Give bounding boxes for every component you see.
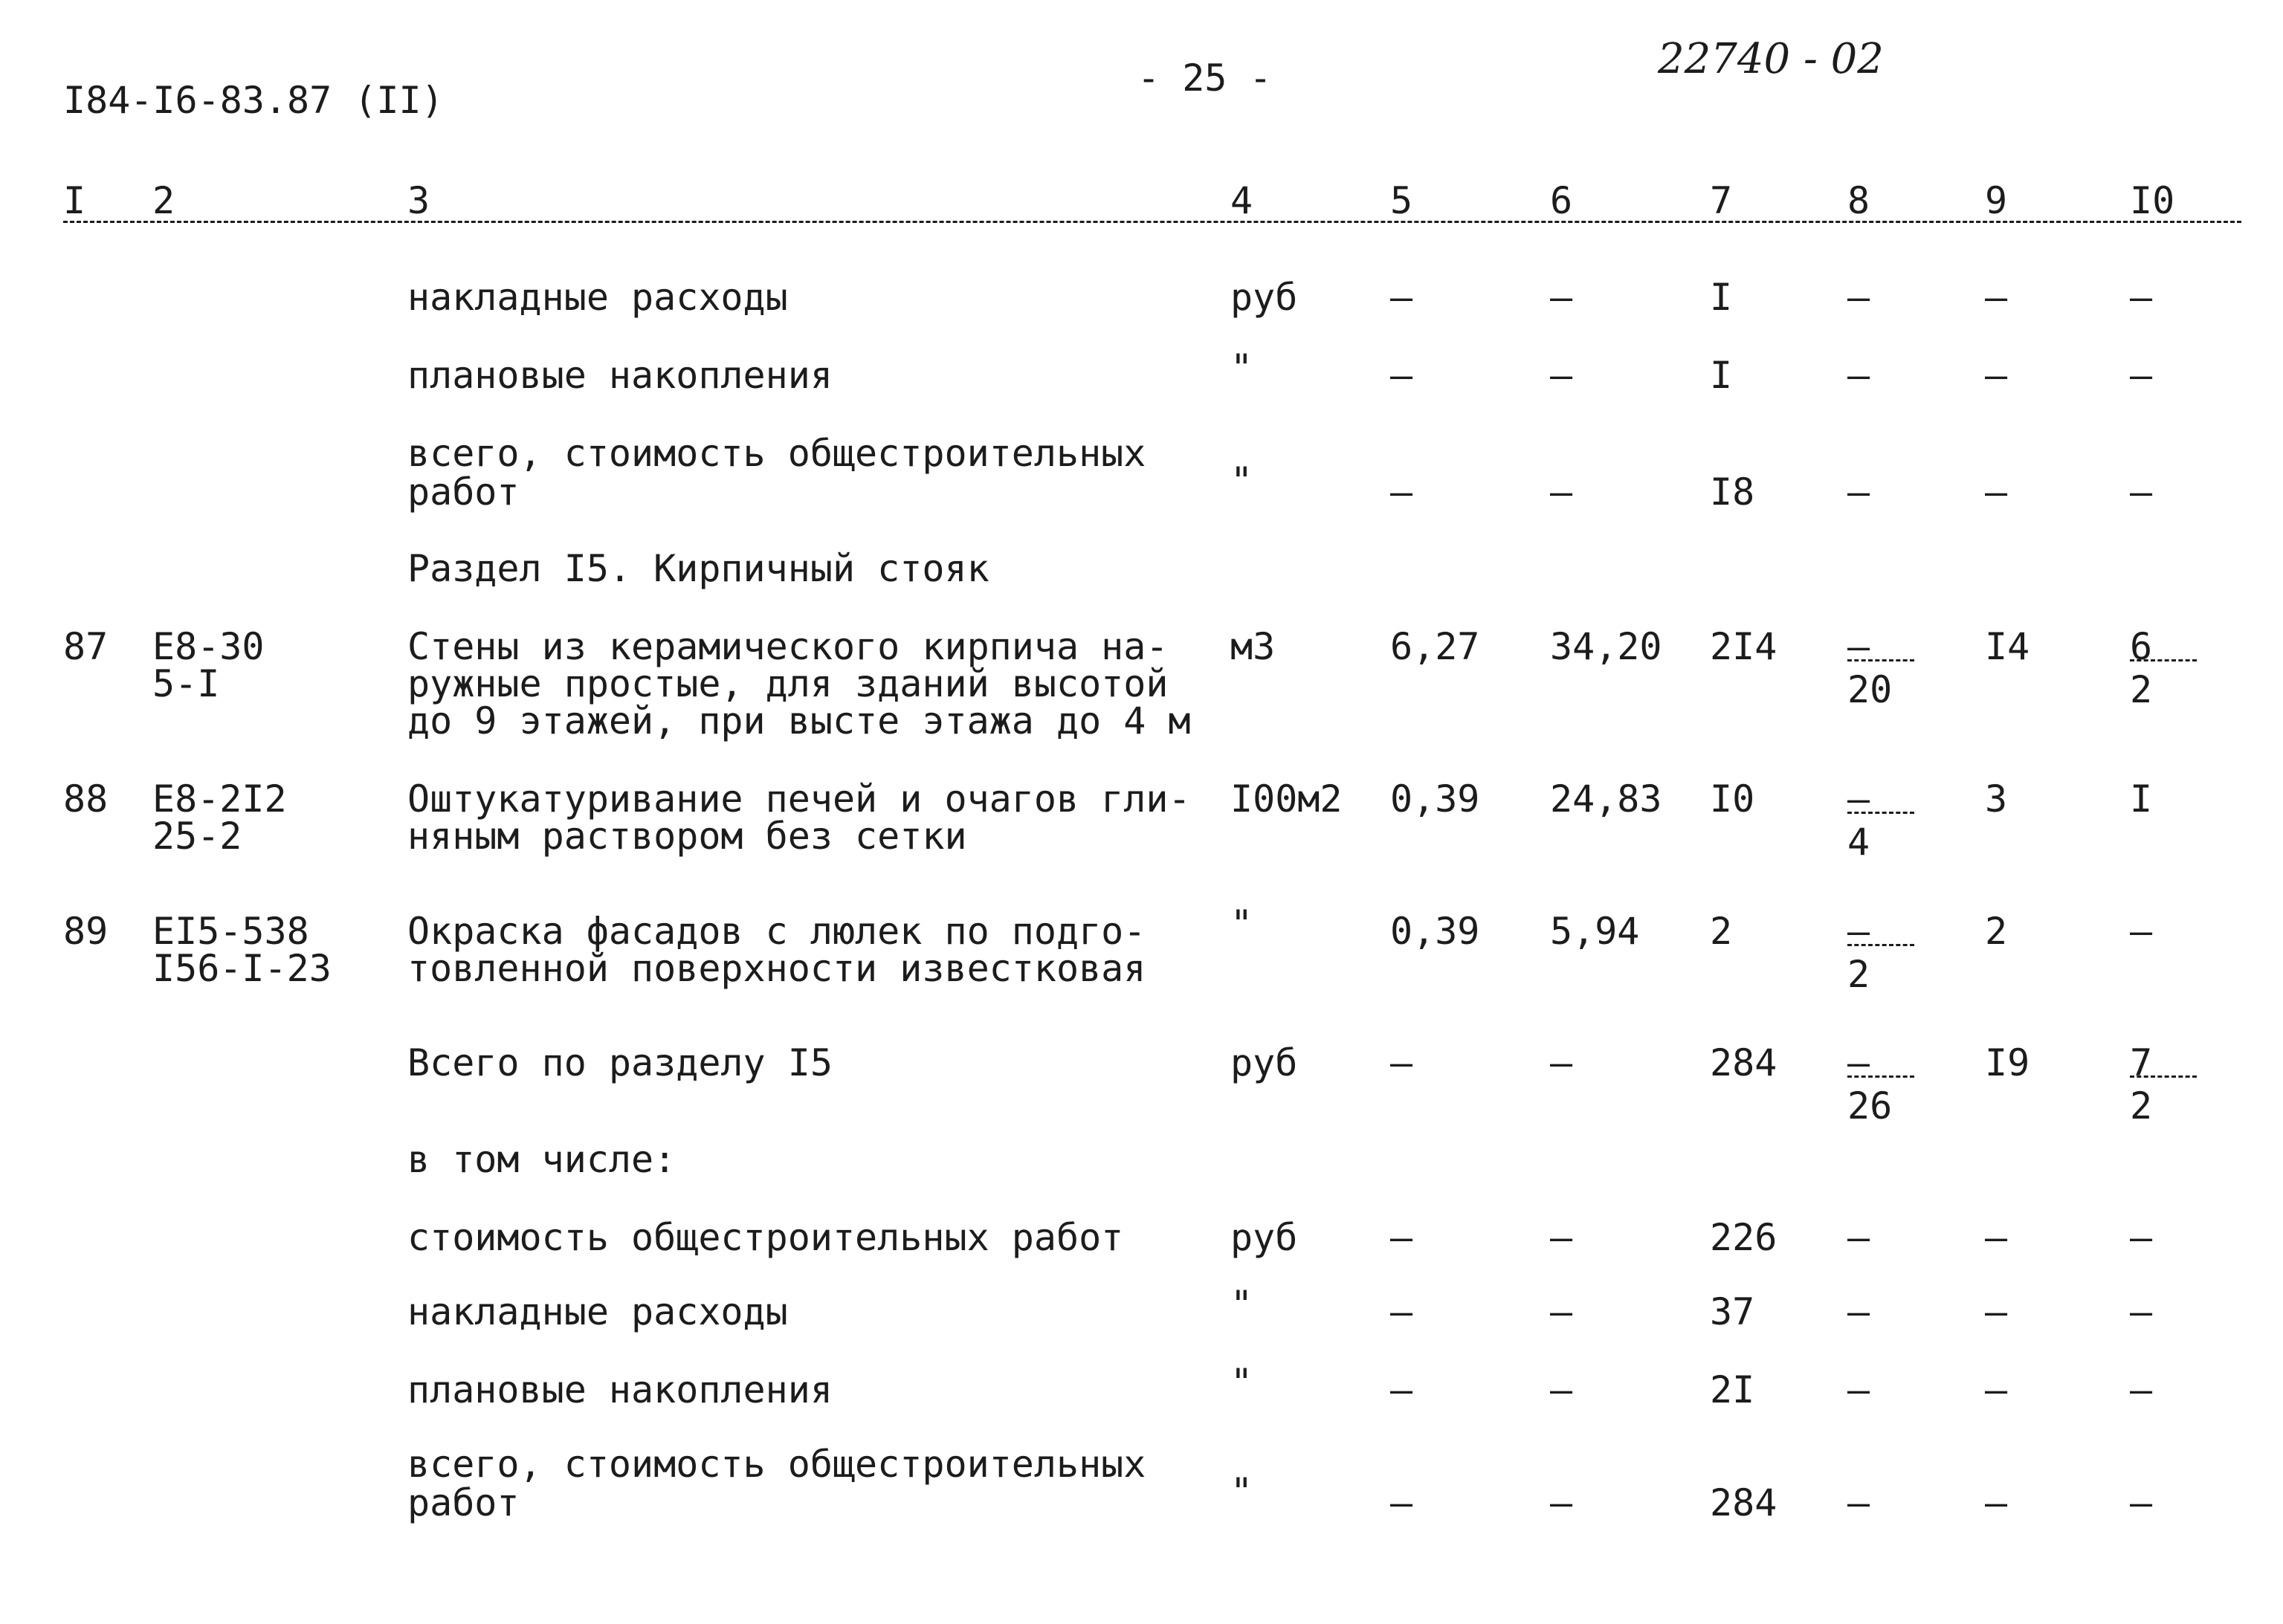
col-number-8: 8: [1847, 179, 1870, 222]
cell-c8: –: [1847, 1368, 1870, 1411]
subtitle: в том числе:: [407, 1138, 676, 1181]
fraction-numerator: 7: [2130, 1044, 2197, 1078]
row-unit: ": [1230, 346, 1253, 389]
col-number-1: I: [63, 179, 86, 222]
cell-c8: –: [1847, 354, 1870, 397]
cell-c6: 34,20: [1550, 625, 1662, 668]
cell-c9: –: [1985, 354, 2008, 397]
cell-c6: 24,83: [1550, 777, 1662, 821]
fraction-denominator: 26: [1847, 1084, 1893, 1128]
row-name-line1: Окраска фасадов с люлек по подго-: [407, 910, 1146, 953]
cell-c10: –: [2130, 1216, 2153, 1259]
row-number: 88: [63, 777, 109, 821]
cell-c8: –: [1847, 470, 1870, 514]
cell-c7: 226: [1710, 1216, 1777, 1259]
row-code-line2: 25-2: [152, 815, 242, 858]
cell-c9: 3: [1985, 777, 2008, 821]
cell-c10: –: [2130, 1481, 2153, 1524]
cell-c6: –: [1550, 1481, 1573, 1524]
row-code-line2: 5-I: [152, 662, 220, 705]
cell-c7: I8: [1710, 470, 1755, 514]
fraction-denominator: 2: [2130, 668, 2153, 711]
cell-c9: I4: [1985, 625, 2030, 668]
row-name-line1: всего, стоимость общестроительных: [407, 432, 1146, 475]
row-unit: ": [1230, 459, 1253, 502]
row-name: Всего по разделу I5: [407, 1041, 833, 1084]
row-name-line1: Стены из керамического кирпича на-: [407, 625, 1169, 668]
page-number: - 25 -: [1137, 56, 1272, 100]
row-name-line1: Оштукатуривание печей и очагов гли-: [407, 777, 1191, 821]
cell-c7: 2I: [1710, 1368, 1755, 1411]
cell-c6: 5,94: [1550, 910, 1640, 953]
row-unit: ": [1230, 1283, 1253, 1326]
cell-c7: I: [1710, 354, 1733, 397]
cell-c8: –: [1847, 1290, 1870, 1333]
cell-c9: I9: [1985, 1041, 2030, 1084]
col-number-5: 5: [1390, 179, 1413, 222]
cell-c10: –: [2130, 470, 2153, 514]
fraction-denominator: 4: [1847, 821, 1870, 864]
row-name-line3: до 9 этажей, при высте этажа до 4 м: [407, 699, 1191, 743]
cell-c9: –: [1985, 1290, 2008, 1333]
cell-c6: –: [1550, 1368, 1573, 1411]
fraction-numerator: –: [1847, 913, 1914, 946]
cell-c5: –: [1390, 1290, 1413, 1333]
handwritten-number: 22740 - 02: [1658, 35, 1884, 83]
fraction-numerator: –: [1847, 1044, 1914, 1078]
cell-c5: –: [1390, 1368, 1413, 1411]
cell-c7: I0: [1710, 777, 1755, 821]
cell-c5: 0,39: [1390, 777, 1480, 821]
cell-c9: –: [1985, 1481, 2008, 1524]
row-name: накладные расходы: [407, 1290, 788, 1333]
row-name-line2: ружные простые, для зданий высотой: [407, 662, 1169, 705]
row-name: плановые накопления: [407, 1368, 833, 1411]
cell-c5: –: [1390, 1481, 1413, 1524]
header-dashed-rule: [63, 221, 2241, 223]
fraction-numerator: –: [1847, 628, 1914, 661]
document-code: I84-I6-83.87 (II): [63, 79, 444, 122]
row-unit: I00м2: [1230, 777, 1343, 821]
fraction-numerator: –: [1847, 780, 1914, 814]
cell-c8: –: [1847, 1481, 1870, 1524]
fraction-numerator: 6: [2130, 628, 2197, 661]
row-code-line1: E8-2I2: [152, 777, 287, 821]
cell-c8: –: [1847, 276, 1870, 319]
cell-c5: –: [1390, 354, 1413, 397]
cell-c9: –: [1985, 1368, 2008, 1411]
cell-c10: –: [2130, 354, 2153, 397]
cell-c6: –: [1550, 1216, 1573, 1259]
row-code-line1: E8-30: [152, 625, 265, 668]
fraction-denominator: 2: [2130, 1084, 2153, 1128]
row-number: 87: [63, 625, 109, 668]
cell-c5: 6,27: [1390, 625, 1480, 668]
cell-c5: –: [1390, 276, 1413, 319]
row-unit: руб: [1230, 1041, 1298, 1084]
col-number-7: 7: [1710, 179, 1733, 222]
cell-c6: –: [1550, 1041, 1573, 1084]
row-name-line2: няным раствором без сетки: [407, 815, 967, 858]
cell-c10: –: [2130, 276, 2153, 319]
cell-c9: –: [1985, 1216, 2008, 1259]
cell-c6: –: [1550, 470, 1573, 514]
cell-c9: 2: [1985, 910, 2008, 953]
row-name-line1: всего, стоимость общестроительных: [407, 1443, 1146, 1486]
cell-c9: –: [1985, 470, 2008, 514]
cell-c7: 284: [1710, 1481, 1777, 1524]
cell-c7: I: [1710, 276, 1733, 319]
col-number-3: 3: [407, 179, 430, 222]
col-number-10: I0: [2130, 179, 2175, 222]
row-number: 89: [63, 910, 109, 953]
cell-c10: –: [2130, 1368, 2153, 1411]
row-code-line1: EI5-538: [152, 910, 309, 953]
col-number-4: 4: [1230, 179, 1253, 222]
cell-c9: –: [1985, 276, 2008, 319]
cell-c10: –: [2130, 1290, 2153, 1333]
cell-c10: –: [2130, 910, 2153, 953]
cell-c6: –: [1550, 1290, 1573, 1333]
row-name-line2: товленной поверхности известковая: [407, 947, 1146, 990]
row-unit: руб: [1230, 1216, 1298, 1259]
row-unit: руб: [1230, 276, 1298, 319]
cell-c7: 2: [1710, 910, 1733, 953]
cell-c6: –: [1550, 354, 1573, 397]
col-number-6: 6: [1550, 179, 1573, 222]
col-number-2: 2: [152, 179, 175, 222]
cell-c8: –: [1847, 1216, 1870, 1259]
cell-c7: 37: [1710, 1290, 1755, 1333]
row-name: стоимость общестроительных работ: [407, 1216, 1124, 1259]
row-unit: ": [1230, 902, 1253, 945]
cell-c5: –: [1390, 1041, 1413, 1084]
fraction-denominator: 20: [1847, 668, 1893, 711]
cell-c5: –: [1390, 470, 1413, 514]
row-code-line2: I56-I-23: [152, 947, 332, 990]
section-title: Раздел I5. Кирпичный стояк: [407, 547, 989, 590]
cell-c7: 2I4: [1710, 625, 1777, 668]
row-name-line2: работ: [407, 1481, 520, 1524]
row-name: плановые накопления: [407, 354, 833, 397]
cell-c7: 284: [1710, 1041, 1777, 1084]
cell-c6: –: [1550, 276, 1573, 319]
cell-c5: –: [1390, 1216, 1413, 1259]
cell-c10: I: [2130, 777, 2153, 821]
cell-c5: 0,39: [1390, 910, 1480, 953]
row-unit: ": [1230, 1361, 1253, 1404]
row-unit: м3: [1230, 625, 1276, 668]
row-name-line2: работ: [407, 470, 520, 514]
fraction-denominator: 2: [1847, 953, 1870, 996]
row-unit: ": [1230, 1470, 1253, 1513]
row-name: накладные расходы: [407, 276, 788, 319]
col-number-9: 9: [1985, 179, 2008, 222]
